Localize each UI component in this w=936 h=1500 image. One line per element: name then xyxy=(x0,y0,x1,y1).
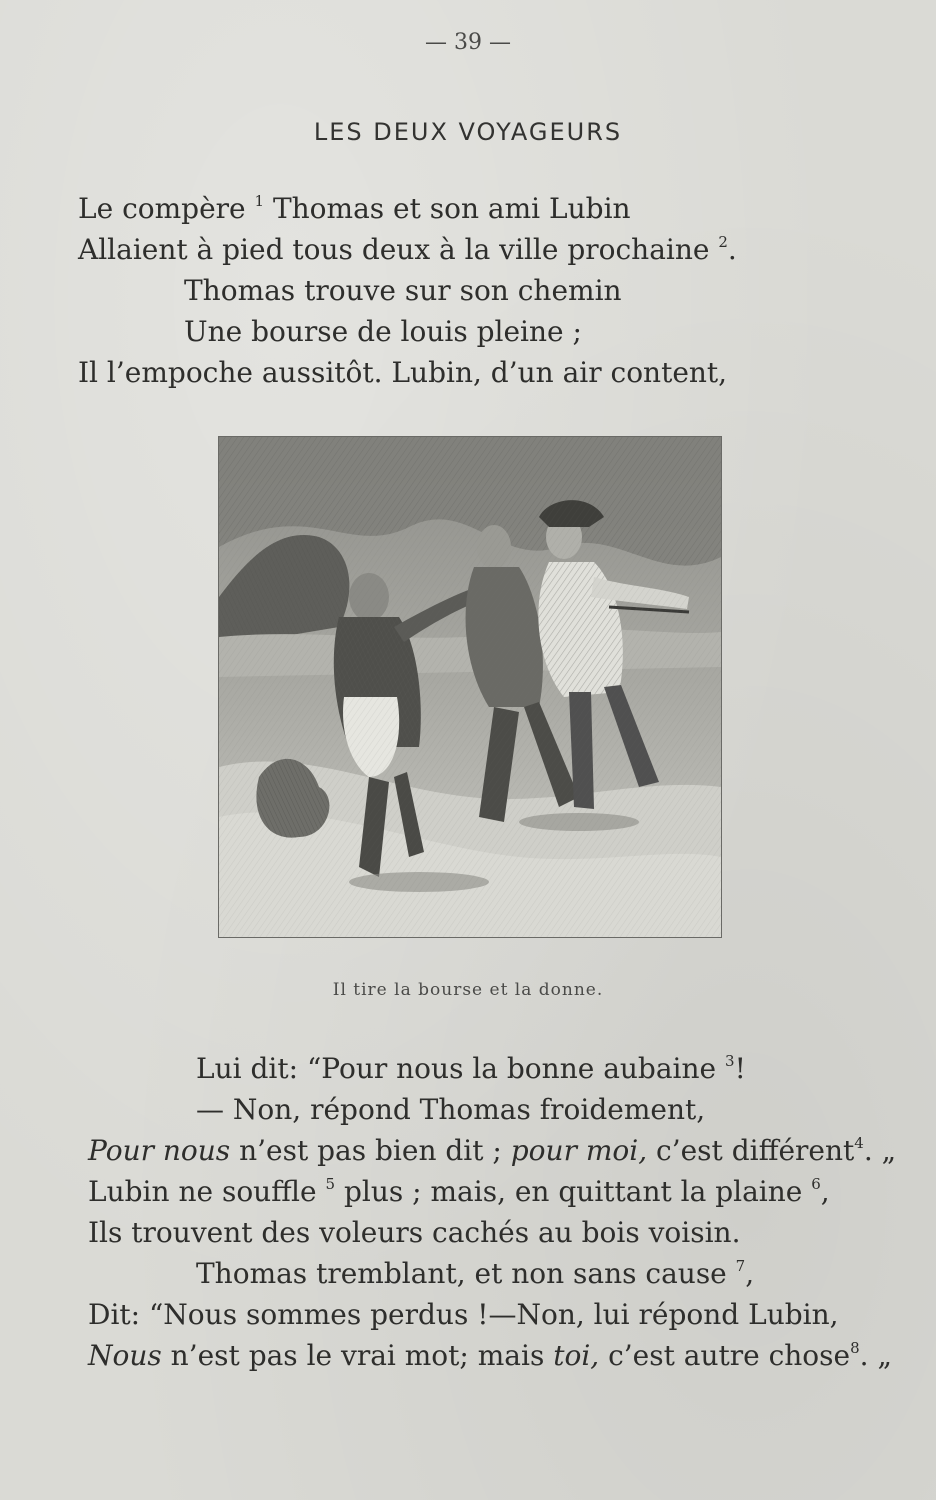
poem-title: LES DEUX VOYAGEURS xyxy=(313,118,623,146)
footnote-marker: 3 xyxy=(725,1052,735,1070)
footnote-marker: 4 xyxy=(854,1134,864,1152)
footnote-marker: 7 xyxy=(735,1257,746,1275)
verse-line: Dit: “Nous sommes perdus !—Non, lui répond Lubin, xyxy=(88,1298,839,1331)
page-number: — 39 — xyxy=(425,30,511,55)
verse-line: — Non, répond Thomas froidement, xyxy=(196,1093,706,1126)
verse-line: Ils trouvent des voleurs cachés au bois voisin. xyxy=(88,1216,741,1249)
verse-line: Pour nous n’est pas bien dit ; pour moi, c’est différent$^4$. „ xyxy=(88,1134,897,1167)
footnote-marker: 5 xyxy=(325,1175,336,1193)
verse-line: Nous n’est pas le vrai mot; mais toi, c’est autre chose$^8$. „ xyxy=(88,1339,892,1372)
verse-line: Il l’empoche aussitôt. Lubin, d’un air content, xyxy=(78,356,728,389)
verse-line: Allaient à pied tous deux à la ville prochaine $^2$. xyxy=(78,233,737,266)
engraving-image xyxy=(219,437,721,937)
verse-line: Une bourse de louis pleine ; xyxy=(184,315,582,348)
footnote-marker: 6 xyxy=(811,1175,821,1193)
footnote-marker: 8 xyxy=(850,1339,860,1357)
engraving-illustration xyxy=(218,436,722,938)
verse-line: Lui dit: “Pour nous la bonne aubaine $^3$! xyxy=(196,1052,746,1085)
verse-line: Thomas tremblant, et non sans cause $^7$, xyxy=(196,1257,755,1290)
illustration-caption: Il tire la bourse et la donne. xyxy=(332,980,604,1000)
verse-line: Thomas trouve sur son chemin xyxy=(184,274,622,307)
verse-line: Le compère $^1$ Thomas et son ami Lubin xyxy=(78,192,631,225)
verse-line: Lubin ne souffle $^5$ plus ; mais, en quittant la plaine $^6$, xyxy=(88,1175,830,1208)
footnote-marker: 1 xyxy=(254,192,265,210)
footnote-marker: 2 xyxy=(718,233,728,251)
